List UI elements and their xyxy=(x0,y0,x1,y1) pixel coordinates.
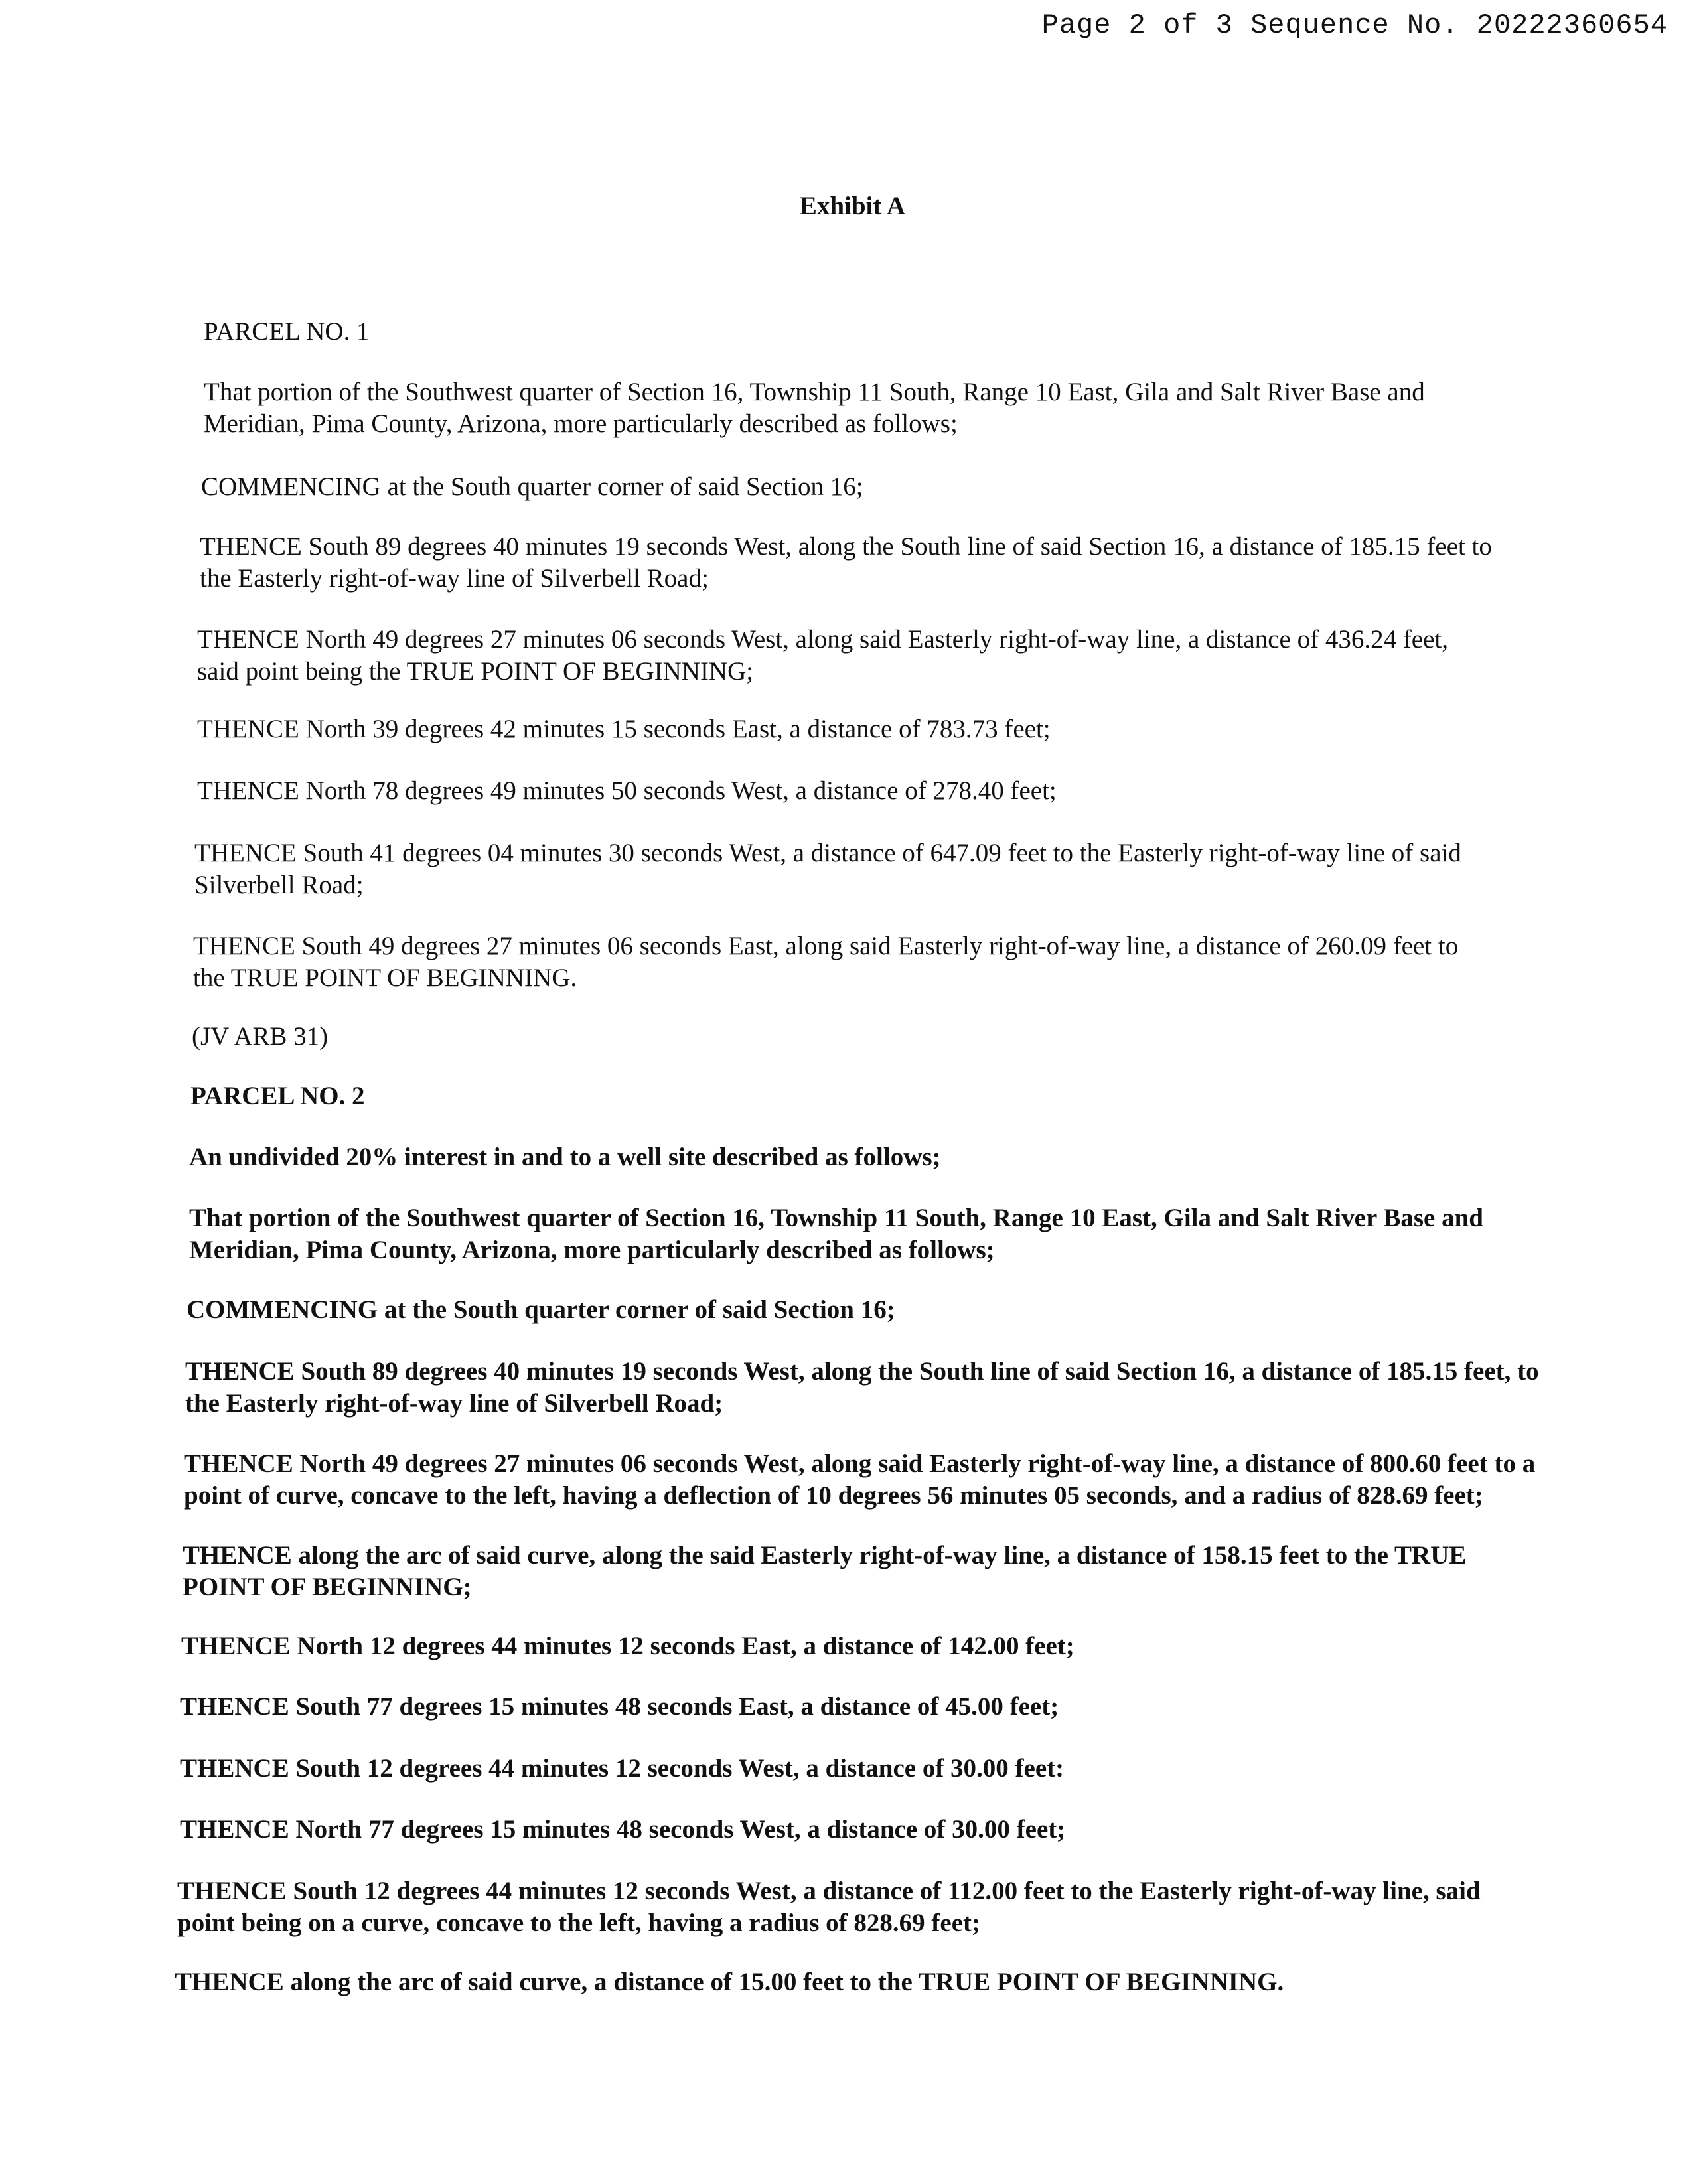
parcel-2-commencing: COMMENCING at the South quarter corner of said Section 16; xyxy=(186,1295,895,1324)
page-sequence-header: Page 2 of 3 Sequence No. 20222360654 xyxy=(1041,9,1668,41)
parcel-2-call xyxy=(177,1875,1481,1939)
parcel-1-call xyxy=(194,837,1461,901)
call-line: the TRUE POINT OF BEGINNING. xyxy=(193,964,577,992)
parcel-2-interest: An undivided 20% interest in and to a well site described as follows; xyxy=(189,1143,941,1171)
parcel-1-intro-line: Meridian, Pima County, Arizona, more particularly described as follows; xyxy=(204,409,958,438)
parcel-1-reference: (JV ARB 31) xyxy=(192,1022,329,1051)
parcel-2-call xyxy=(185,1356,1539,1420)
parcel-1-intro-line: That portion of the Southwest quarter of Section 16, Township 11 South, Range 10 East, Gila and Salt River Base and xyxy=(204,378,1425,406)
call-line: THENCE South 89 degrees 40 minutes 19 seconds West, along the South line of said Section 16, a distance of 185.15 feet to xyxy=(200,532,1492,561)
call-line: THENCE along the arc of said curve, a distance of 15.00 feet to the TRUE POINT OF BEGINNING. xyxy=(175,1968,1284,1996)
exhibit-title: Exhibit A xyxy=(799,192,906,220)
call-line: THENCE South 77 degrees 15 minutes 48 seconds East, a distance of 45.00 feet; xyxy=(180,1692,1059,1721)
call-line: THENCE North 78 degrees 49 minutes 50 seconds West, a distance of 278.40 feet; xyxy=(197,776,1057,805)
call-line: THENCE along the arc of said curve, along the said Easterly right-of-way line, a distance of 158.15 feet to the TRUE xyxy=(183,1541,1467,1569)
call-line: THENCE North 49 degrees 27 minutes 06 seconds West, along said Easterly right-of-way line, a distance of 436.24 feet, xyxy=(197,625,1449,654)
parcel-1-call xyxy=(197,775,1057,807)
call-line: THENCE South 49 degrees 27 minutes 06 seconds East, along said Easterly right-of-way line, a distance of 260.09 feet to xyxy=(193,932,1459,960)
call-line: THENCE South 41 degrees 04 minutes 30 seconds West, a distance of 647.09 feet to the Easterly right-of-way line of said xyxy=(194,839,1461,867)
call-line: said point being the TRUE POINT OF BEGINNING; xyxy=(197,657,754,686)
parcel-2-intro-line: Meridian, Pima County, Arizona, more particularly described as follows; xyxy=(189,1236,995,1264)
call-line: THENCE South 89 degrees 40 minutes 19 seconds West, along the South line of said Section 16, a distance of 185.15 feet, to xyxy=(185,1357,1539,1386)
parcel-1-call xyxy=(197,624,1448,688)
parcel-1-intro xyxy=(204,376,1425,440)
call-line: Silverbell Road; xyxy=(194,871,364,899)
parcel-1-call xyxy=(200,531,1492,595)
parcel-1-commencing: COMMENCING at the South quarter corner of said Section 16; xyxy=(201,473,863,501)
call-line: POINT OF BEGINNING; xyxy=(183,1573,472,1601)
call-line: THENCE South 12 degrees 44 minutes 12 seconds West, a distance of 112.00 feet to the Easterly right-of-way line, said xyxy=(177,1877,1481,1905)
parcel-2-call xyxy=(180,1691,1059,1723)
parcel-2-call xyxy=(183,1540,1466,1603)
call-line: THENCE North 12 degrees 44 minutes 12 seconds East, a distance of 142.00 feet; xyxy=(181,1632,1075,1660)
parcel-2-call xyxy=(184,1448,1535,1512)
parcel-2-call xyxy=(180,1814,1065,1846)
parcel-2-intro-line: That portion of the Southwest quarter of Section 16, Township 11 South, Range 10 East, Gila and Salt River Base and xyxy=(189,1204,1483,1232)
parcel-2-call xyxy=(180,1753,1064,1784)
call-line: THENCE North 77 degrees 15 minutes 48 seconds West, a distance of 30.00 feet; xyxy=(180,1815,1066,1844)
call-line: point being on a curve, concave to the left, having a radius of 828.69 feet; xyxy=(177,1909,980,1937)
parcel-2-call xyxy=(181,1631,1075,1662)
call-line: THENCE South 12 degrees 44 minutes 12 seconds West, a distance of 30.00 feet: xyxy=(180,1754,1065,1783)
parcel-1-heading: PARCEL NO. 1 xyxy=(204,317,370,346)
call-line: the Easterly right-of-way line of Silverbell Road; xyxy=(200,564,709,593)
call-line: point of curve, concave to the left, having a deflection of 10 degrees 56 minutes 05 seconds, and a radius of 828.69 feet; xyxy=(184,1481,1483,1510)
call-line: THENCE North 39 degrees 42 minutes 15 seconds East, a distance of 783.73 feet; xyxy=(197,715,1051,743)
parcel-2-intro xyxy=(189,1202,1483,1266)
call-line: THENCE North 49 degrees 27 minutes 06 seconds West, along said Easterly right-of-way line, a distance of 800.60 feet to a xyxy=(184,1449,1536,1478)
parcel-2-call xyxy=(175,1966,1284,1998)
parcel-1-call xyxy=(197,713,1051,745)
parcel-1-call xyxy=(193,930,1458,994)
call-line: the Easterly right-of-way line of Silverbell Road; xyxy=(185,1389,723,1418)
parcel-2-heading: PARCEL NO. 2 xyxy=(190,1082,365,1110)
